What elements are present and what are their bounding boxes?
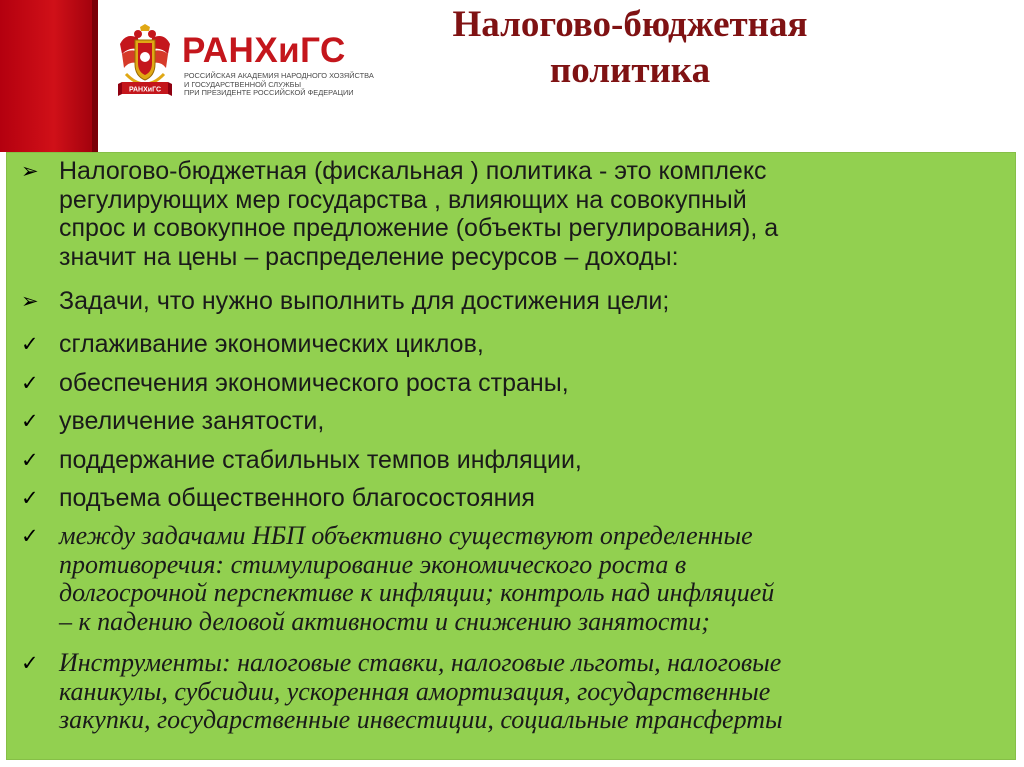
logo-subtitle-line: ПРИ ПРЕЗИДЕНТЕ РОССИЙСКОЙ ФЕДЕРАЦИИ — [184, 88, 354, 98]
arrow-bullet-icon: ➢ — [21, 289, 39, 313]
checkmark-bullet-icon: ✓ — [21, 332, 39, 356]
slide-title — [380, 2, 880, 94]
slide-title-line: Налогово-бюджетная — [452, 4, 808, 45]
checkmark-bullet-icon: ✓ — [21, 486, 39, 510]
list-item-text: сглаживание экономических циклов, — [59, 330, 484, 358]
red-accent-bar — [0, 0, 98, 152]
checkmark-bullet-icon: ✓ — [21, 371, 39, 395]
checkmark-bullet-icon: ✓ — [21, 409, 39, 433]
slide-title-line: политика — [549, 50, 711, 91]
content-panel — [6, 152, 1016, 760]
list-item-text: между задачами НБП объективно существуют определенные противоречия: стимулирование экономического роста в долгосрочной перспективе к инфляции; контроль над инфляцией – к падению деловой активности и снижению занятости; — [59, 521, 775, 636]
list-item-text: Инструменты: налоговые ставки, налоговые льготы, налоговые каникулы, субсидии, ускоренная амортизация, государственные закупки, государственные инвестиции, социальные трансферты — [59, 648, 783, 734]
list-item-text: обеспечения экономического роста страны, — [59, 369, 569, 397]
checkmark-bullet-icon: ✓ — [21, 448, 39, 472]
list-item-text: увеличение занятости, — [59, 407, 325, 435]
logo-name: РАНХиГС — [182, 31, 346, 70]
list-item-text: поддержание стабильных темпов инфляции, — [59, 446, 582, 474]
list-item-text: подъема общественного благосостояния — [59, 484, 535, 512]
logo-subtitle-line: РОССИЙСКАЯ АКАДЕМИЯ НАРОДНОГО ХОЗЯЙСТВА — [184, 71, 374, 80]
list-item-text: Налогово-бюджетная (фискальная ) политика - это комплекс регулирующих мер государства , влияющих на совокупный спрос и совокупное предложение (объекты регулирования), а значит на цены – распределение ресурсов – доходы: — [59, 157, 779, 271]
red-accent-bar-shade — [92, 0, 98, 152]
arrow-bullet-icon: ➢ — [21, 159, 39, 183]
emblem-ribbon-text: РАНХиГС — [128, 86, 162, 94]
list-item-text: Задачи, что нужно выполнить для достижения цели; — [59, 287, 670, 315]
checkmark-bullet-icon: ✓ — [21, 524, 39, 548]
ranepa-emblem-icon — [116, 24, 174, 100]
checkmark-bullet-icon: ✓ — [21, 651, 39, 675]
logo-subtitle-line: И ГОСУДАРСТВЕННОЙ СЛУЖБЫ — [184, 79, 302, 89]
logo-subtitle — [184, 72, 374, 98]
